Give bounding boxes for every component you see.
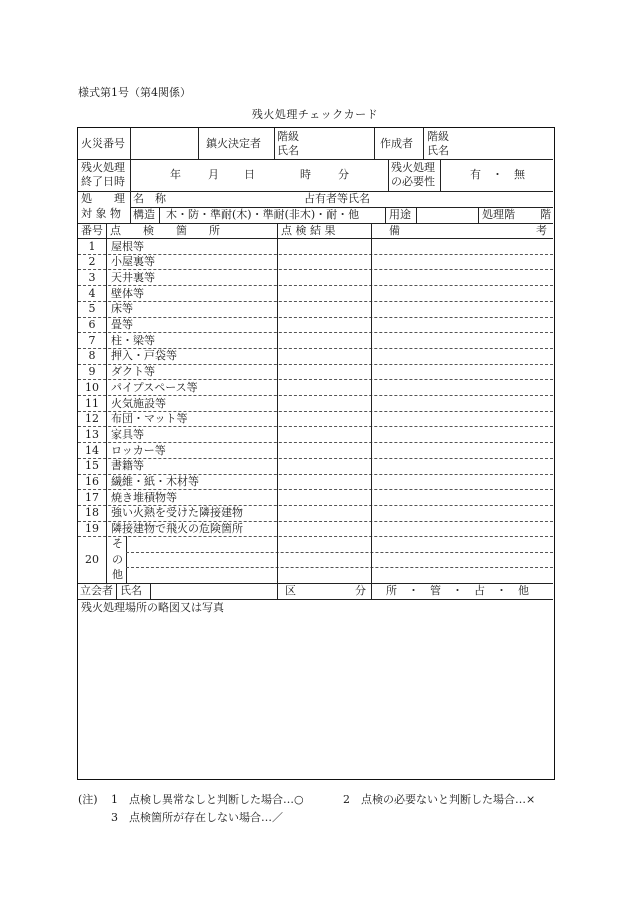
- col-result-right: [371, 223, 372, 583]
- item-number: 6: [88, 318, 96, 331]
- day-unit: 日: [244, 168, 255, 181]
- row2-v1: [130, 159, 131, 191]
- target-label-1: 処 理: [81, 192, 125, 205]
- item-number: 20: [85, 553, 99, 567]
- row3-v1: [130, 191, 131, 223]
- sketch-area-label: 残火処理場所の略図又は写真: [81, 601, 224, 615]
- target-name-label: 名 称: [133, 192, 166, 205]
- floor-label: 処理階: [482, 208, 515, 221]
- item-number: 9: [88, 365, 96, 379]
- note-1: 1 点検し異常なしと判断した場合…○: [111, 793, 304, 806]
- row1-v5: [423, 128, 424, 159]
- witness-ku: 区: [285, 584, 296, 598]
- item-number: 7: [88, 333, 96, 347]
- fire-number-label: 火災番号: [81, 137, 125, 150]
- form-number-label: 様式第1号（第4関係）: [78, 86, 191, 99]
- check-location-label: 隣接建物で飛火の危険箇所: [111, 522, 243, 536]
- col-no-right: [106, 223, 107, 583]
- item-number: 1: [88, 239, 96, 253]
- check-location-label: 書籍等: [111, 459, 144, 473]
- item-number: 4: [88, 286, 96, 300]
- check-location-label: 家具等: [111, 427, 144, 441]
- witness-bun: 分: [355, 584, 366, 598]
- necessity-label-1: 残火処理: [391, 161, 435, 174]
- page-title: 残火処理チェックカード: [251, 108, 379, 121]
- target-label-2: 対 象 物: [81, 207, 121, 220]
- other-row-separator: [126, 567, 553, 568]
- item-number: 10: [85, 380, 99, 394]
- check-location-label: 柱・梁等: [111, 333, 155, 347]
- end-datetime-label-2: 終了日時: [81, 175, 125, 188]
- check-location-label: 火気施設等: [111, 396, 166, 410]
- check-location-label: 屋根等: [111, 239, 144, 253]
- witness-v4: [371, 583, 372, 599]
- month-unit: 月: [208, 168, 219, 181]
- column-header-place: 点 検 箇 所: [110, 224, 220, 237]
- item-number: 13: [85, 427, 99, 441]
- necessity-label-2: の必要性: [391, 175, 435, 188]
- check-location-label: 畳等: [111, 318, 133, 331]
- owner-name-label: 占有者等氏名: [304, 192, 370, 205]
- witness-v3: [277, 583, 278, 599]
- check-location-label: 小屋裏等: [111, 255, 155, 269]
- check-location-label: 布団・マット等: [111, 412, 188, 426]
- item-row-separator: [78, 285, 553, 286]
- column-header-no: 番号: [81, 224, 103, 237]
- row3-v4: [416, 207, 417, 223]
- item-number: 19: [85, 522, 99, 536]
- check-location-label: 繊維・紙・木材等: [111, 475, 199, 488]
- witness-v1: [116, 583, 117, 599]
- check-location-label: パイプスペース等: [111, 380, 198, 394]
- row3-v2: [159, 207, 160, 223]
- year-unit: 年: [170, 168, 181, 181]
- check-location-label: ロッカー等: [111, 443, 166, 457]
- name-label-1: 氏名: [277, 144, 299, 157]
- note-2: 2 点検の必要ないと判断した場合…×: [343, 793, 536, 806]
- structure-options: 木・防・準耐(木)・準耐(非木)・耐・他: [166, 208, 360, 221]
- row1-v2: [198, 128, 199, 159]
- other-label-3: 他: [112, 568, 123, 582]
- row1-v1: [130, 128, 131, 159]
- item-number: 17: [85, 490, 99, 504]
- rank-label-2: 階級: [427, 130, 449, 143]
- check-card-form: [77, 127, 555, 780]
- item-row-separator: [78, 536, 553, 537]
- item-number: 12: [85, 412, 99, 426]
- row1-v3: [274, 128, 275, 159]
- item-number: 18: [85, 506, 99, 520]
- item-row-separator: [78, 426, 553, 427]
- minute-unit: 分: [338, 168, 349, 181]
- other-label-2: の: [112, 553, 123, 567]
- item-number: 14: [85, 443, 99, 457]
- notes-prefix: (注): [78, 793, 98, 806]
- name-label-2: 氏名: [427, 144, 449, 157]
- rank-label-1: 階級: [277, 130, 299, 143]
- item-number: 8: [88, 349, 96, 363]
- check-location-label: 壁体等: [111, 286, 144, 300]
- row1-bottom: [78, 159, 553, 160]
- note-3: 3 点検箇所が存在しない場合…／: [111, 811, 283, 824]
- use-label: 用途: [389, 208, 411, 221]
- witness-v2: [150, 583, 151, 599]
- check-location-label: 床等: [111, 302, 133, 316]
- col-place-right: [277, 223, 278, 583]
- creator-label: 作成者: [380, 137, 413, 150]
- floor-unit: 階: [540, 208, 551, 221]
- witness-categories: 所 ・ 管 ・ 占 ・ 他: [386, 584, 529, 598]
- column-header-result: 点 検 結 果: [281, 224, 336, 237]
- other-row-separator: [126, 552, 553, 553]
- end-datetime-label-1: 残火処理: [81, 161, 125, 174]
- other-label-1: そ: [112, 537, 123, 551]
- check-location-label: 強い火熱を受けた隣接建物: [111, 506, 243, 520]
- row2-v3: [440, 159, 441, 191]
- item-row-separator: [78, 317, 553, 318]
- row3-v5: [478, 207, 479, 223]
- item-number: 15: [85, 459, 99, 473]
- check-location-label: 天井裏等: [111, 270, 155, 284]
- witness-name-label: 氏名: [120, 584, 142, 598]
- item-number: 3: [88, 270, 96, 284]
- row2-v2: [388, 159, 389, 191]
- check-location-label: 押入・戸袋等: [111, 349, 177, 363]
- column-header-remarks-1: 備: [389, 224, 400, 237]
- structure-label: 構造: [133, 208, 155, 221]
- hour-unit: 時: [300, 168, 311, 181]
- item-number: 11: [85, 396, 99, 410]
- item-number: 5: [88, 302, 96, 316]
- yes-no-options: 有 ・ 無: [470, 168, 525, 181]
- check-location-label: ダクト等: [111, 365, 155, 379]
- item-row-separator: [78, 458, 553, 459]
- item-row-separator: [78, 301, 553, 302]
- row3-v3: [385, 207, 386, 223]
- item-number: 2: [88, 255, 96, 269]
- extinguish-decider-label: 鎮火決定者: [206, 137, 261, 150]
- other-inner-v: [126, 536, 127, 583]
- witness-label: 立会者: [80, 584, 113, 598]
- column-header-remarks-2: 考: [536, 224, 547, 237]
- row1-v4: [374, 128, 375, 159]
- check-location-label: 焼き堆積物等: [111, 490, 177, 504]
- item-number: 16: [85, 475, 99, 488]
- colhead-bottom: [78, 238, 553, 239]
